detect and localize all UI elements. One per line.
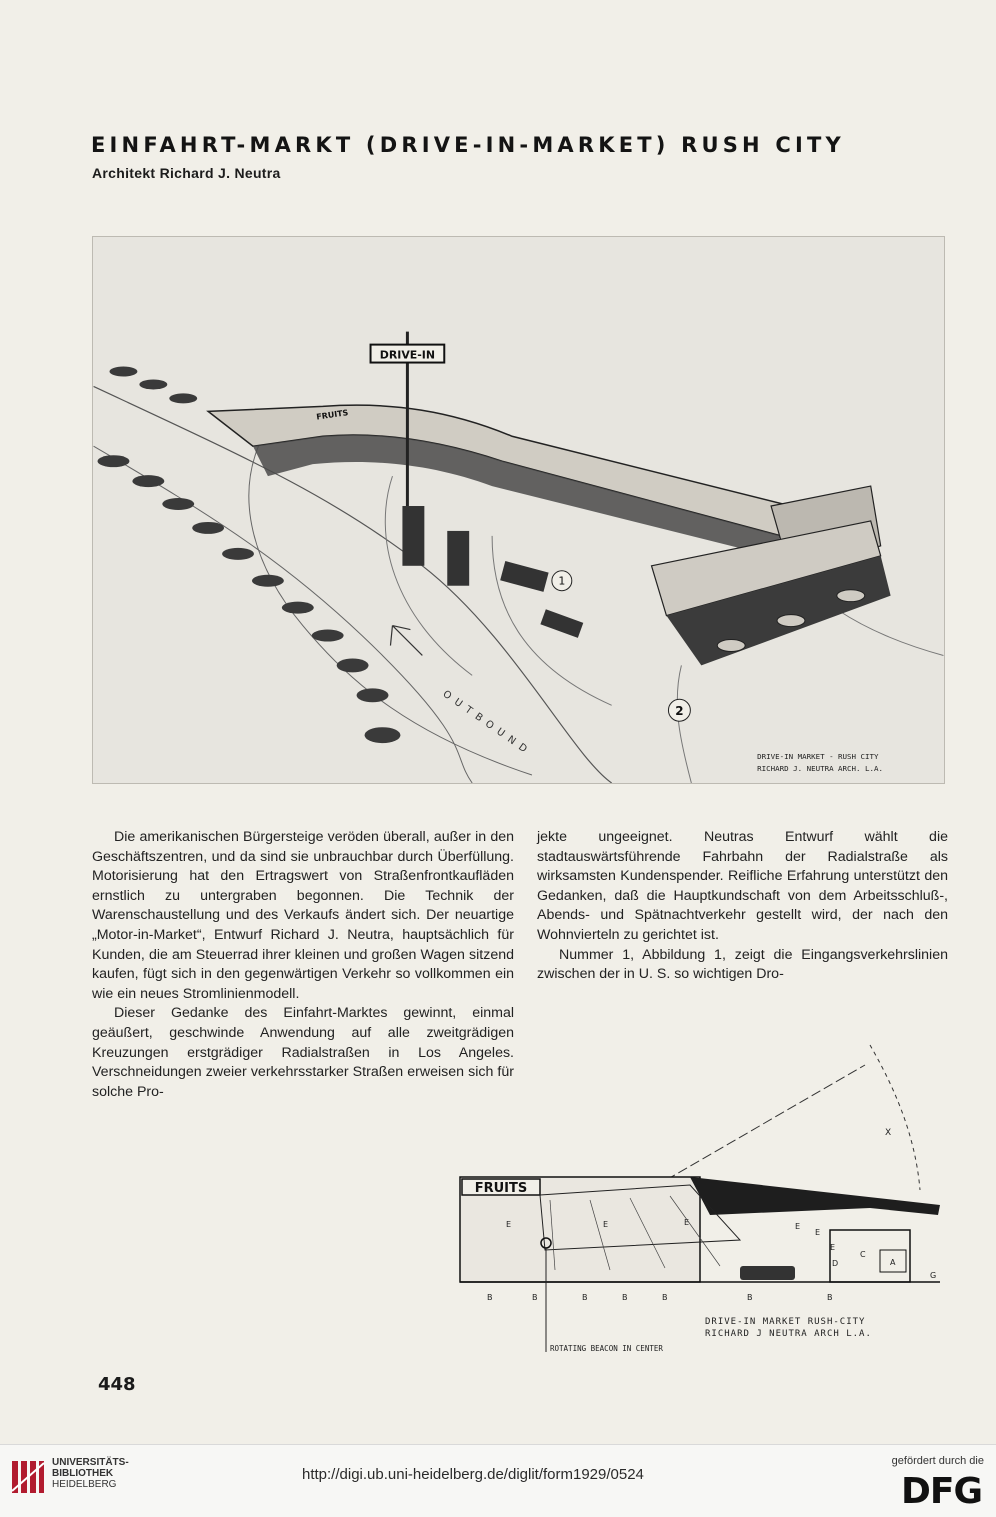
beacon-note: ROTATING BEACON IN CENTER	[550, 1344, 663, 1353]
figure1-caption-line2: RICHARD J. NEUTRA ARCH. L.A.	[757, 764, 884, 774]
paragraph: Die amerikanischen Bürgersteige veröden überall, außer in den Geschäftszentren, und da sind sie unbrauchbar durch Überfüllung. Motorisierung hat den Ertragswert von Straßenfrontkaufläden ernstlich zu untergraben begonnen. Die Technik der Warenschaustellung und des Verkaufs ändert sich. Der neuartige „Motor-in-Market“, Entwurf Richard J. Neutra, hauptsächlich für Kunden, die am Steuerrad ihrer kleinen und großen Wagen sitzend kaufen, fügt sich in den gegenwärtigen Verkehr so vollkommen ein wie ein neues Stromlinienmodell.	[92, 829, 514, 1002]
article-subtitle: Architekt Richard J. Neutra	[92, 165, 281, 181]
perspective-drawing	[93, 237, 944, 783]
letter-e: E	[830, 1243, 836, 1252]
letter-b: B	[622, 1293, 628, 1302]
library-name: UNIVERSITÄTS- BIBLIOTHEK HEIDELBERG	[52, 1457, 129, 1490]
fruits-sign-label: FRUITS	[474, 1181, 528, 1196]
figure1-caption-line1: DRIVE-IN MARKET - RUSH CITY	[757, 752, 879, 762]
car-icon	[740, 1266, 795, 1280]
source-url-link[interactable]: http://digi.ub.uni-heidelberg.de/diglit/form1929/0524	[302, 1466, 644, 1483]
dfg-logo: DFG	[900, 1471, 982, 1512]
paragraph: Dieser Gedanke des Einfahrt-Marktes gewinnt, einmal geäußert, geschwinde Anwendung auf alle zweitgrädigen Kreuzungen erstgrädiger Radialstraßen in Los Angeles. Verschneidungen zweier verkehrsstarker Straßen erweisen sich für solche Pro-	[92, 1005, 514, 1100]
funded-by-label: gefördert durch die	[891, 1455, 984, 1467]
letter-e: E	[795, 1222, 801, 1231]
outbound-road-label: OUTBOUND	[440, 688, 534, 759]
letter-a: A	[890, 1258, 896, 1267]
drive-in-market-perspective-figure	[92, 236, 945, 784]
letter-c: C	[860, 1250, 866, 1259]
letter-d: D	[832, 1259, 839, 1268]
paragraph: Nummer 1, Abbildung 1, zeigt die Eingangsverkehrslinien zwischen der in U. S. so wichtigen Dro-	[537, 946, 948, 983]
letter-e: E	[684, 1218, 690, 1227]
paragraph: jekte ungeeignet. Neutras Entwurf wählt die stadtauswärtsführende Fahrbahn der Radialstraße als wirksamsten Kundenspender. Reifliche Erfahrung unterstützt den Gedanken, daß die Hauptkundschaft von dem Arbeitsschluß-, Abends- und Spätnachtverkehr gestellt wird, der nach den Wohnvierteln zu gerichtet ist.	[537, 829, 948, 943]
letter-b: B	[827, 1293, 833, 1302]
figure2-caption-line2: RICHARD J NEUTRA ARCH L.A.	[705, 1329, 872, 1339]
page-number: 448	[98, 1374, 136, 1395]
footer-bar	[0, 1444, 996, 1517]
letter-b: B	[487, 1293, 493, 1302]
letter-b: B	[747, 1293, 753, 1302]
letter-b: B	[662, 1293, 668, 1302]
section-drawing	[450, 1040, 960, 1360]
fruits-sign-label: FRUITS	[315, 408, 349, 422]
letter-g: G	[930, 1271, 937, 1280]
letter-b: B	[582, 1293, 588, 1302]
university-library-logo-icon	[10, 1457, 46, 1497]
letter-b: B	[532, 1293, 538, 1302]
figure2-caption-line1: DRIVE-IN MARKET RUSH-CITY	[705, 1317, 866, 1327]
marker-1-label: 1	[558, 574, 566, 588]
letter-e: E	[506, 1220, 512, 1229]
letter-e: E	[815, 1228, 821, 1237]
angle-label-x: X	[885, 1128, 892, 1138]
marker-2-label: 2	[675, 704, 684, 719]
text-column-right	[537, 828, 948, 985]
letter-e: E	[603, 1220, 609, 1229]
drive-in-market-section-figure	[450, 1040, 960, 1360]
drive-in-sign-label: DRIVE-IN	[379, 348, 436, 362]
article-title: EINFAHRT-MARKT (DRIVE-IN-MARKET) RUSH CITY	[91, 133, 845, 157]
